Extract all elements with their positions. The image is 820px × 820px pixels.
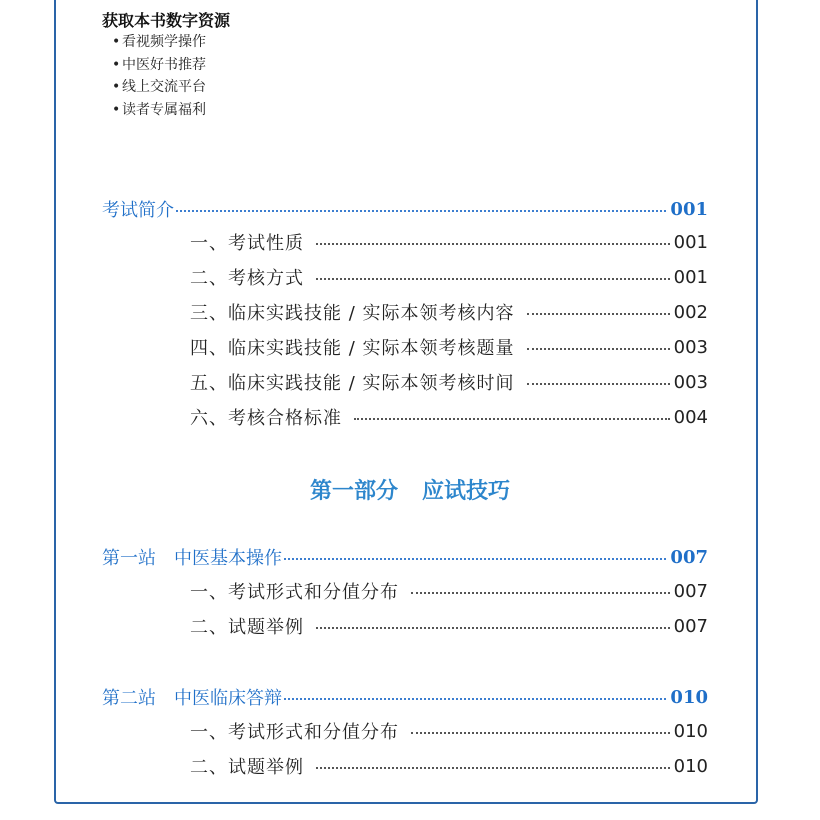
toc-page-number: 001	[670, 198, 708, 220]
toc-entry-title: 二、考核方式	[190, 268, 304, 289]
toc-page-number: 002	[673, 301, 708, 323]
toc-page-number: 003	[673, 371, 708, 393]
toc-page-number: 003	[673, 336, 708, 358]
toc-entry[interactable]	[190, 613, 708, 639]
resource-item: • 读者专属福利	[112, 102, 206, 119]
toc-entry[interactable]	[190, 753, 708, 779]
toc-entry-station-2[interactable]	[102, 684, 708, 710]
toc-entry[interactable]	[190, 718, 708, 744]
toc-entry[interactable]	[190, 264, 708, 290]
toc-entry-title: 二、试题举例	[190, 757, 304, 778]
toc-entry-title: 第一站 中医基本操作	[102, 548, 282, 569]
toc-entry-title: 二、试题举例	[190, 617, 304, 638]
toc-page-number: 007	[670, 546, 708, 568]
toc-entry-title: 第二站 中医临床答辩	[102, 688, 282, 709]
toc-entry-title: 一、考试形式和分值分布	[190, 582, 399, 603]
dot-leader	[354, 418, 670, 420]
dot-leader	[411, 592, 670, 594]
toc-entry[interactable]	[190, 334, 708, 360]
resource-item: • 看视频学操作	[112, 34, 206, 50]
part-number: 第一部分	[309, 478, 398, 504]
dot-leader	[316, 243, 670, 245]
part-title: 应试技巧	[422, 478, 511, 504]
dot-leader	[316, 767, 670, 769]
toc-page-number: 004	[673, 406, 708, 428]
toc-entry-title: 一、考试形式和分值分布	[190, 722, 399, 743]
toc-entry[interactable]	[190, 369, 708, 395]
toc-page-number: 010	[670, 686, 708, 708]
toc-entry-title: 六、考核合格标准	[190, 408, 342, 429]
toc-entry-title: 一、考试性质	[190, 233, 304, 254]
dot-leader	[411, 732, 670, 734]
toc-entry[interactable]	[190, 229, 708, 255]
dot-leader	[284, 698, 666, 700]
dot-leader	[527, 348, 670, 350]
dot-leader	[176, 210, 666, 212]
dot-leader	[527, 313, 670, 315]
toc-entry-intro[interactable]	[102, 196, 708, 222]
part-heading	[0, 474, 820, 505]
toc-entry-title: 五、临床实践技能 / 实际本领考核时间	[190, 373, 515, 394]
dot-leader	[316, 627, 670, 629]
toc-entry-station-1[interactable]	[102, 544, 708, 570]
toc-page-number: 010	[673, 755, 708, 777]
toc-entry[interactable]	[190, 404, 708, 430]
toc-page-number: 001	[673, 266, 708, 288]
toc-entry-title: 四、临床实践技能 / 实际本领考核题量	[190, 338, 515, 359]
resource-item: • 线上交流平台	[112, 79, 206, 96]
dot-leader	[316, 278, 670, 280]
dot-leader	[527, 383, 670, 385]
toc-entry[interactable]	[190, 299, 708, 325]
toc-page-number: 007	[673, 615, 708, 637]
dot-leader	[284, 558, 666, 560]
resources-list	[112, 31, 206, 122]
resource-item: • 中医好书推荐	[112, 56, 206, 73]
toc-page-number: 001	[673, 231, 708, 253]
toc-page-number: 010	[673, 720, 708, 742]
toc-entry-title: 三、临床实践技能 / 实际本领考核内容	[190, 303, 515, 324]
resources-title: 获取本书数字资源	[102, 11, 231, 30]
toc-entry-title: 考试简介	[102, 200, 174, 221]
toc-entry[interactable]	[190, 578, 708, 604]
toc-page-number: 007	[673, 580, 708, 602]
